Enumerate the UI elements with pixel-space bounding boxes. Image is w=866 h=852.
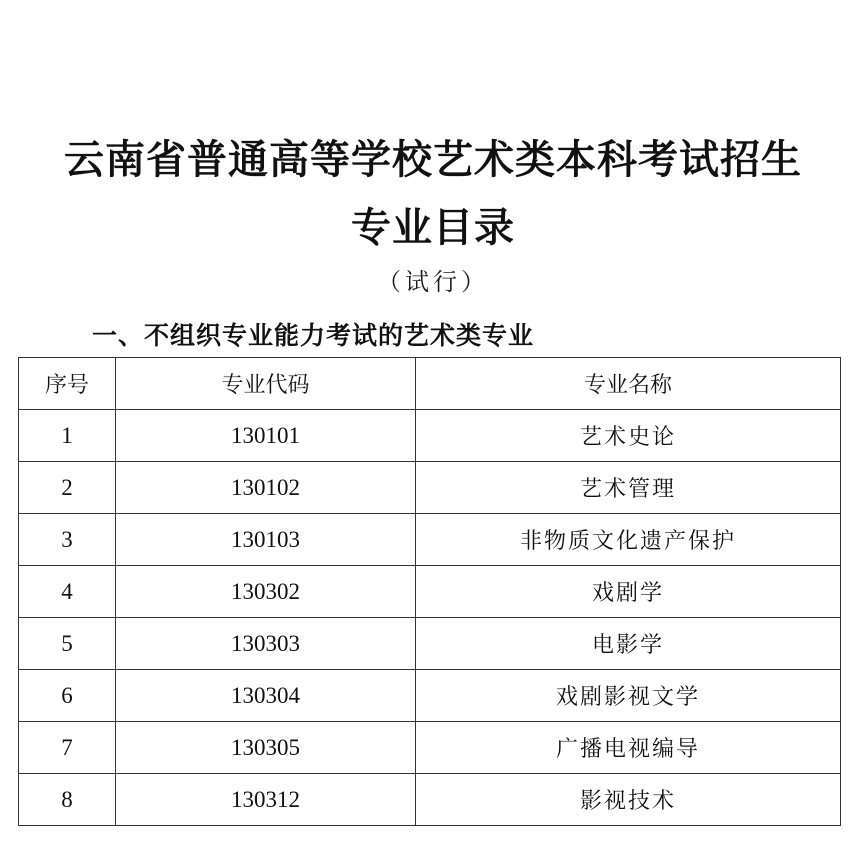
row-major-code: 130302 [116,566,416,618]
row-major-code: 130305 [116,722,416,774]
header-major-name: 专业名称 [416,358,841,410]
row-serial-number: 6 [19,670,116,722]
section-heading: 一、不组织专业能力考试的艺术类专业 [92,321,535,350]
table-row [19,566,841,618]
row-serial-number: 1 [19,410,116,462]
document-subtitle: （试行） [377,268,489,296]
row-major-name: 广播电视编导 [416,722,841,774]
table-header-row [19,358,841,410]
row-major-code: 130304 [116,670,416,722]
table-row [19,618,841,670]
document-title-line-2: 专业目录 [351,204,515,251]
row-major-name: 艺术史论 [416,410,841,462]
row-major-name: 戏剧影视文学 [416,670,841,722]
row-serial-number: 4 [19,566,116,618]
majors-table [18,357,841,826]
row-major-name: 影视技术 [416,774,841,826]
row-major-code: 130103 [116,514,416,566]
document-title-line-1: 云南省普通高等学校艺术类本科考试招生 [64,136,802,183]
row-serial-number: 8 [19,774,116,826]
row-major-name: 电影学 [416,618,841,670]
row-serial-number: 7 [19,722,116,774]
table-row [19,514,841,566]
row-major-name: 艺术管理 [416,462,841,514]
row-serial-number: 5 [19,618,116,670]
row-major-code: 130303 [116,618,416,670]
row-major-name: 非物质文化遗产保护 [416,514,841,566]
table-row [19,410,841,462]
row-serial-number: 3 [19,514,116,566]
row-major-code: 130102 [116,462,416,514]
row-serial-number: 2 [19,462,116,514]
row-major-code: 130312 [116,774,416,826]
header-major-code: 专业代码 [116,358,416,410]
row-major-name: 戏剧学 [416,566,841,618]
table-row [19,774,841,826]
header-serial-number: 序号 [19,358,116,410]
row-major-code: 130101 [116,410,416,462]
table-row [19,670,841,722]
table-row [19,462,841,514]
table-row [19,722,841,774]
